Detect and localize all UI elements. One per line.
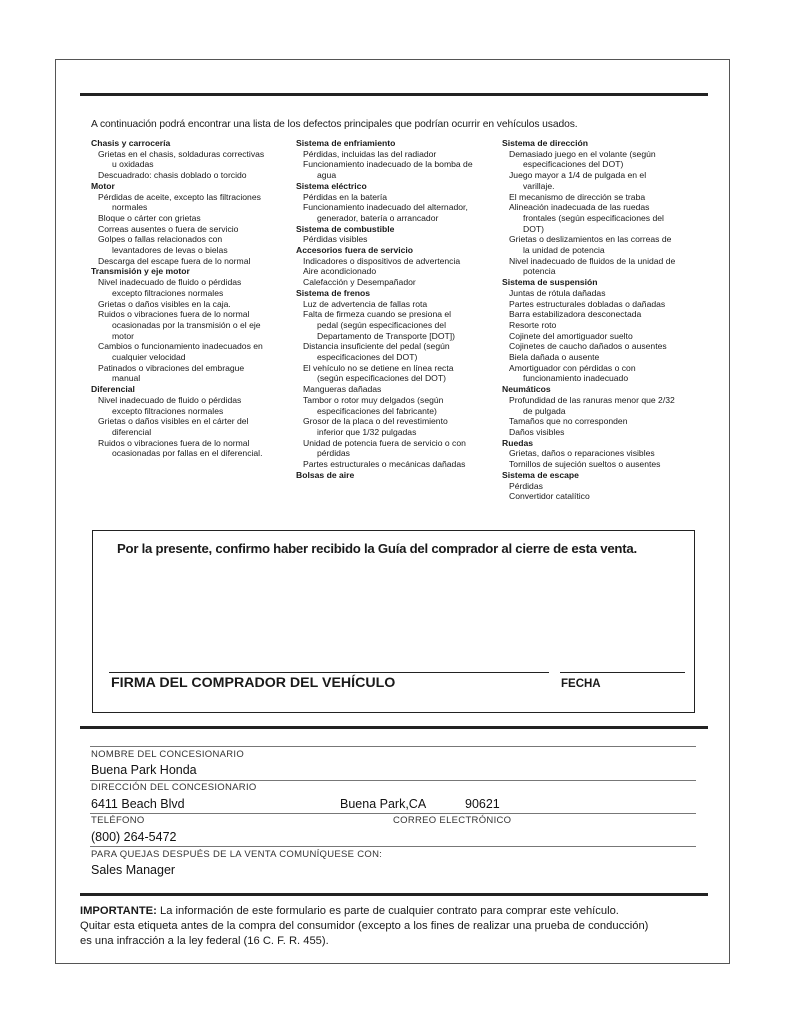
- defect-item: Bloque o cárter con grietas: [98, 212, 201, 223]
- defect-item-cont: varillaje.: [523, 180, 555, 191]
- important-line-2: Quitar esta etiqueta antes de la compra del consumidor (excepto a los fines de realizar una prueba de conducción): [80, 920, 649, 932]
- defect-item-cont: generador, batería o arrancador: [317, 212, 439, 223]
- defect-item: Juntas de rótula dañadas: [509, 287, 606, 298]
- section-heading: Sistema de enfriamiento: [296, 138, 396, 148]
- section-heading: Diferencial: [91, 384, 135, 395]
- defect-item: Convertidor catalítico: [509, 491, 590, 502]
- defect-item: Pérdidas de aceite, excepto las filtraciones: [98, 191, 261, 202]
- middle-divider: [80, 726, 708, 729]
- defect-item: Resorte roto: [509, 319, 557, 330]
- dealer-line: [90, 813, 696, 814]
- signature-label: FIRMA DEL COMPRADOR DEL VEHÍCULO: [111, 675, 396, 691]
- defect-item: Nivel inadecuado de fluido o pérdidas: [98, 277, 242, 288]
- dealer-top-line: [90, 746, 696, 747]
- defect-item-cont: u oxidadas: [112, 159, 154, 170]
- defect-item: Descuadrado: chasis doblado o torcido: [98, 170, 247, 181]
- defect-item-cont: especificaciones del DOT): [317, 352, 418, 363]
- defect-item-cont: excepto filtraciones normales: [112, 405, 224, 416]
- signature-line[interactable]: [109, 672, 549, 673]
- section-heading: Sistema de escape: [502, 469, 579, 480]
- defect-item: Amortiguador con pérdidas o con: [509, 362, 636, 373]
- defect-item-cont: motor: [112, 330, 134, 341]
- section-heading: Ruedas: [502, 437, 534, 448]
- defect-item-cont: cualquier velocidad: [112, 352, 186, 363]
- defect-item-cont: agua: [317, 170, 337, 181]
- defects-column-1: [91, 138, 291, 459]
- defect-item-cont: (según especificaciones del DOT): [317, 373, 446, 384]
- complaints-label: PARA QUEJAS DESPUÉS DE LA VENTA COMUNÍQUESE CON:: [91, 849, 383, 860]
- section-heading: Accesorios fuera de servicio: [296, 245, 414, 256]
- dealer-phone-label: TELÉFONO: [91, 815, 145, 826]
- defect-item: Ruidos o vibraciones fuera de lo normal: [98, 437, 250, 448]
- defect-item: Cojinete del amortiguador suelto: [509, 330, 633, 341]
- date-label: FECHA: [561, 678, 601, 690]
- defect-item: Patinados o vibraciones del embrague: [98, 362, 245, 373]
- acknowledgement-box: [92, 530, 695, 713]
- defect-item-cont: de pulgada: [523, 405, 566, 416]
- defect-item-cont: diferencial: [112, 426, 152, 437]
- dealer-name-label: NOMBRE DEL CONCESIONARIO: [91, 749, 245, 760]
- defect-item-cont: frontales (según especificaciones del: [523, 212, 664, 223]
- defect-item: Profundidad de las ranuras menor que 2/32: [509, 394, 675, 405]
- section-heading: Sistema de combustible: [296, 223, 395, 234]
- defect-item: Demasiado juego en el volante (según: [509, 148, 656, 159]
- defect-item: Aire acondicionado: [303, 266, 377, 277]
- dealer-street: 6411 Beach Blvd: [91, 797, 185, 811]
- defect-item: Grietas, daños o reparaciones visibles: [509, 448, 655, 459]
- defect-item: Grietas en el chasis, soldaduras correctivas: [98, 148, 265, 159]
- section-heading: Motor: [91, 180, 115, 191]
- defect-item: Funcionamiento inadecuado de la bomba de: [303, 159, 473, 170]
- defect-item-cont: especificaciones del fabricante): [317, 405, 437, 416]
- dealer-city-state: Buena Park,CA: [340, 797, 427, 811]
- section-heading: Bolsas de aire: [296, 469, 355, 480]
- defect-item: Tambor o rotor muy delgados (según: [303, 394, 444, 405]
- dealer-name: Buena Park Honda: [91, 763, 197, 777]
- defect-item: Pérdidas: [509, 480, 543, 491]
- defect-item: Grietas o deslizamientos en las correas de: [509, 234, 672, 245]
- defect-item: Cojinetes de caucho dañados o ausentes: [509, 341, 667, 352]
- date-line[interactable]: [560, 672, 685, 673]
- defect-item: Grosor de la placa o del revestimiento: [303, 416, 448, 427]
- section-heading: Chasis y carrocería: [91, 138, 171, 148]
- dealer-zip: 90621: [465, 797, 500, 811]
- defect-item: Partes estructurales dobladas o dañadas: [509, 298, 666, 309]
- dealer-phone: (800) 264-5472: [91, 830, 177, 844]
- defect-item-cont: la unidad de potencia: [523, 245, 605, 256]
- defect-item-cont: funcionamiento inadecuado: [523, 373, 629, 384]
- section-heading: Transmisión y eje motor: [91, 266, 190, 277]
- defect-item-cont: DOT): [523, 223, 545, 234]
- defect-item: Biela dañada o ausente: [509, 352, 600, 363]
- defect-item-cont: potencia: [523, 266, 556, 277]
- defect-item: Distancia insuficiente del pedal (según: [303, 341, 450, 352]
- defect-item: Juego mayor a 1/4 de pulgada en el: [509, 170, 647, 181]
- defects-intro: A continuación podrá encontrar una lista de los defectos principales que podrían ocurrir en vehículos usados.: [91, 119, 578, 130]
- defect-item-cont: pedal (según especificaciones del: [317, 319, 446, 330]
- important-line-3: es una infracción a la ley federal (16 C. F. R. 455).: [80, 935, 329, 947]
- defect-item-cont: levantadores de levas o bielas: [112, 245, 228, 256]
- defect-item: Golpes o fallas relacionados con: [98, 234, 223, 245]
- defect-item: Descarga del escape fuera de lo normal: [98, 255, 251, 266]
- defect-item: El vehículo no se detiene en línea recta: [303, 362, 454, 373]
- bottom-divider: [80, 893, 708, 896]
- defect-item: Falta de firmeza cuando se presiona el: [303, 309, 452, 320]
- dealer-address-label: DIRECCIÓN DEL CONCESIONARIO: [91, 782, 257, 793]
- defect-item: Ruidos o vibraciones fuera de lo normal: [98, 309, 250, 320]
- defects-column-3: [502, 138, 707, 502]
- dealer-email-label: CORREO ELECTRÓNICO: [393, 815, 512, 826]
- important-label: IMPORTANTE:: [80, 905, 157, 917]
- defect-item: Unidad de potencia fuera de servicio o con: [303, 437, 466, 448]
- defects-column-2: [296, 138, 501, 481]
- defect-item: Nivel inadecuado de fluidos de la unidad de: [509, 255, 676, 266]
- important-notice: [80, 904, 710, 949]
- section-heading: Sistema de frenos: [296, 287, 371, 298]
- defect-item: Calefacción y Desempañador: [303, 277, 416, 288]
- complaints-contact: Sales Manager: [91, 863, 176, 877]
- important-line-1: [80, 904, 710, 919]
- top-divider: [80, 93, 708, 96]
- defect-item: Tamaños que no corresponden: [509, 416, 628, 427]
- defect-item: Cambios o funcionamiento inadecuados en: [98, 341, 263, 352]
- section-heading: Sistema de suspensión: [502, 277, 598, 288]
- defect-item: El mecanismo de dirección se traba: [509, 191, 646, 202]
- defect-item-cont: manual: [112, 373, 141, 384]
- defect-item: Tornillos de sujeción sueltos o ausentes: [509, 459, 661, 470]
- defect-item: Barra estabilizadora desconectada: [509, 309, 642, 320]
- defect-item: Alineación inadecuada de las ruedas: [509, 202, 650, 213]
- section-heading: Sistema de dirección: [502, 138, 588, 148]
- defect-item: Grietas o daños visibles en el cárter del: [98, 416, 249, 427]
- important-text: La información de este formulario es parte de cualquier contrato para comprar este vehículo.: [159, 905, 619, 917]
- defect-item: Partes estructurales o mecánicas dañadas: [303, 459, 466, 470]
- defect-item-cont: inferior que 1/32 pulgadas: [317, 426, 417, 437]
- defect-item-cont: normales: [112, 202, 148, 213]
- defect-item: Funcionamiento inadecuado del alternador,: [303, 202, 468, 213]
- defect-item-cont: excepto filtraciones normales: [112, 287, 224, 298]
- defect-item: Pérdidas, incluidas las del radiador: [303, 148, 437, 159]
- defect-item-cont: ocasionadas por la transmisión o el eje: [112, 319, 261, 330]
- dealer-line: [90, 846, 696, 847]
- defect-item-cont: pérdidas: [317, 448, 350, 459]
- defect-item: Pérdidas visibles: [303, 234, 368, 245]
- defect-item: Grietas o daños visibles en la caja.: [98, 298, 231, 309]
- section-heading: Neumáticos: [502, 384, 551, 395]
- defect-item-cont: ocasionadas por fallas en el diferencial.: [112, 448, 263, 459]
- acknowledgement-text: Por la presente, confirmo haber recibido la Guía del comprador al cierre de esta venta.: [117, 541, 637, 556]
- defect-item-cont: especificaciones del DOT): [523, 159, 624, 170]
- defect-item: Mangueras dañadas: [303, 384, 382, 395]
- dealer-line: [90, 780, 696, 781]
- defect-item: Daños visibles: [509, 426, 565, 437]
- defect-item: Nivel inadecuado de fluido o pérdidas: [98, 394, 242, 405]
- defect-item: Indicadores o dispositivos de advertencia: [303, 255, 461, 266]
- defect-item: Luz de advertencia de fallas rota: [303, 298, 428, 309]
- defect-item-cont: Departamento de Transporte [DOT]): [317, 330, 456, 341]
- section-heading: Sistema eléctrico: [296, 180, 367, 191]
- defect-item: Pérdidas en la batería: [303, 191, 388, 202]
- defect-item: Correas ausentes o fuera de servicio: [98, 223, 239, 234]
